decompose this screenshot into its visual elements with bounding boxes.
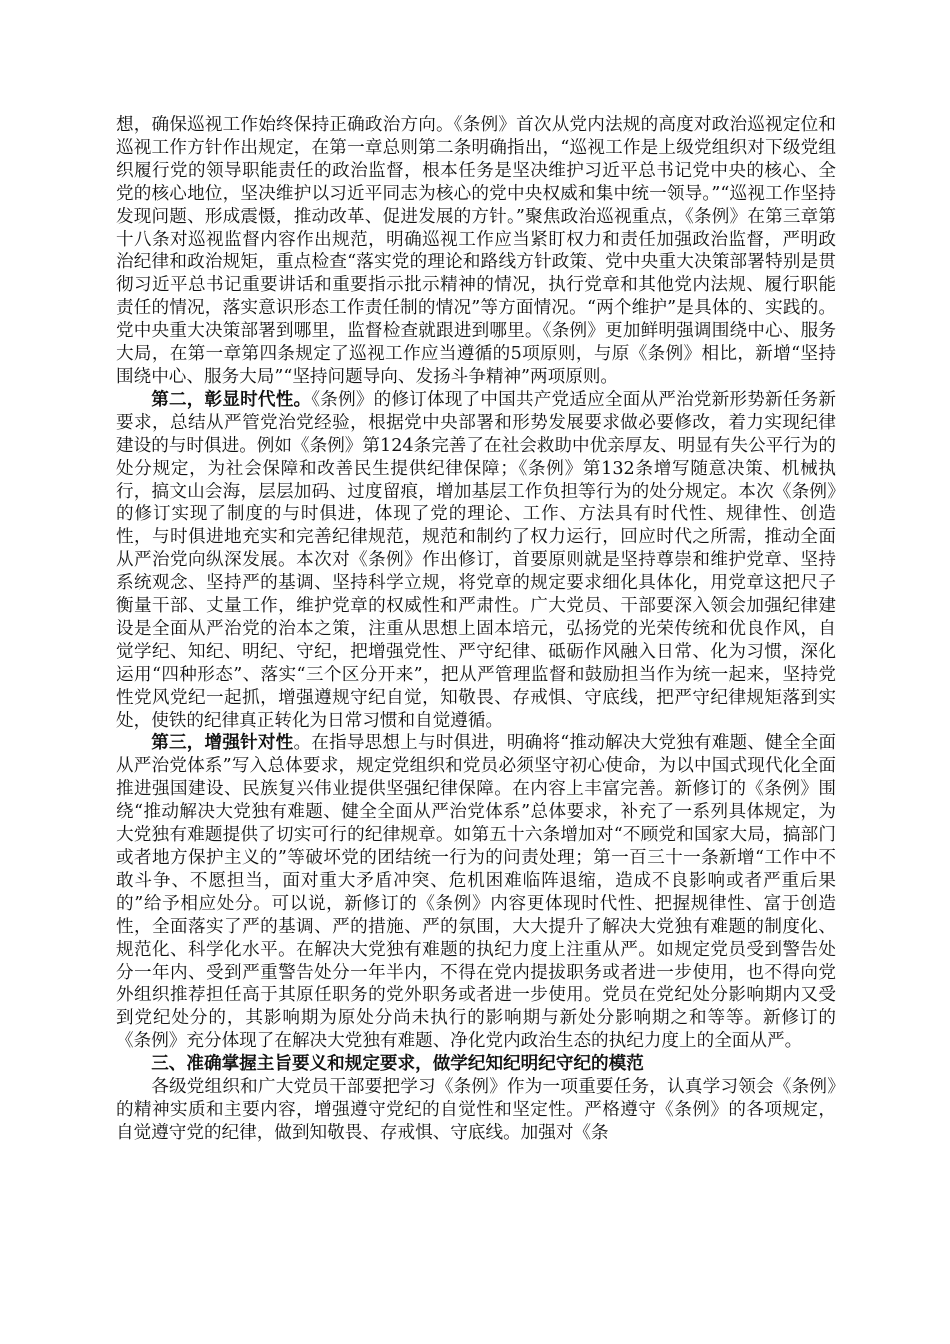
point-three-body: 。在指导思想上与时俱进，明确将“推动解决大党独有难题、健全全面从严治党体系”写入总体要求，规定党组织和党员必须坚守初心使命，为以中国式现代化全面推进强国建设、民族复兴伟业提供坚强纪律保障。在内容上丰富完善。新修订的《条例》围绕“推动解决大党独有难题、健全全面从严治党体系”总体要求，补充了一系列具体规定，为大党独有难题提供了切实可行的纪律规章。如第五十六条增加对“不顾党和国家大局，搞部门或者地方保护主义的”等破坏党的团结统一行为的问责处理；第一百三十一条新增“工作中不敢斗争、不愿担当，面对重大矛盾冲突、危机困难临阵退缩，造成不良影响或者严重后果的”给予相应处分。可以说，新修订的《条例》内容更体现时代性、把握规律性、富于创造性，全面落实了严的基调、严的措施、严的氛围，大大提升了解决大党独有难题的制度化、规范化、科学化水平。在解决大党独有难题的执纪力度上注重从严。如规定党员受到警告处分一年内、受到严重警告处分一年半内，不得在党内提拔职务或者进一步使用，也不得向党外组织推荐担任高于其原任职务的党外职务或者进一步使用。党员在党纪处分影响期内又受到党纪处分的，其影响期为原处分尚未执行的影响期与新处分影响期之和等等。新修订的《条例》充分体现了在解决大党独有难题、净化党内政治生态的执纪力度上的全面从严。 [116, 733, 836, 1052]
point-two-lead: 第二，彰显时代性。 [151, 389, 312, 410]
paragraph-third-point [116, 732, 836, 1053]
point-two-body: 《条例》的修订体现了中国共产党适应全面从严治党新形势新任务新要求，总结从严管党治党经验，根据党中央部署和形势发展要求做必要修改，着力实现纪律建设的与时俱进。例如《条例》第124条完善了在社会救助中优亲厚友、明显有失公平行为的处分规定，为社会保障和改善民生提供纪律保障；《条例》第132条增写随意决策、机械执行，搞文山会海，层层加码、过度留痕，增加基层工作负担等行为的处分规定。本次《条例》的修订实现了制度的与时俱进，体现了党的理论、工作、方法具有时代性、规律性、创造性，与时俱进地充实和完善纪律规范，规范和制约了权力运行，回应时代之所需，推动全面从严治党向纵深发展。本次对《条例》作出修订，首要原则就是坚持尊崇和维护党章、坚持系统观念、坚持严的基调、坚持科学立规，将党章的规定要求细化具体化，用党章这把尺子衡量干部、丈量工作，维护党章的权威性和严肃性。广大党员、干部要深入领会加强纪律建设是全面从严治党的治本之策，注重从思想上固本培元，弘扬党的光荣传统和优良作风，自觉学纪、知纪、明纪、守纪，把增强党性、严守纪律、砥砺作风融入日常、化为习惯，深化运用“四种形态”、落实“三个区分开来”，把从严管理监督和鼓励担当作为统一起来，坚持党性党风党纪一起抓，增强遵规守纪自觉，知敬畏、存戒惧、守底线，把严守纪律规矩落到实处，使铁的纪律真正转化为日常习惯和自觉遵循。 [116, 389, 836, 731]
paragraph-political-inspection: 想，确保巡视工作始终保持正确政治方向。《条例》首次从党内法规的高度对政治巡视定位和巡视工作方针作出规定，在第一章总则第二条明确指出，“巡视工作是上级党组织对下级党组织履行党的领导职能责任的政治监督，根本任务是坚决维护习近平总书记党中央的核心、全党的核心地位，坚决维护以习近平同志为核心的党中央权威和集中统一领导。”“巡视工作坚持发现问题、形成震慑，推动改革、促进发展的方针。”聚焦政治巡视重点，《条例》在第三章第十八条对巡视监督内容作出规范，明确巡视工作应当紧盯权力和责任加强政治监督，严明政治纪律和政治规矩，重点检查“落实党的理论和路线方针政策、党中央重大决策部署特别是贯彻习近平总书记重要讲话和重要指示批示精神的情况，执行党章和其他党内法规、履行职能责任的情况，落实意识形态工作责任制的情况”等方面情况。“两个维护”是具体的、实践的。党中央重大决策部署到哪里，监督检查就跟进到哪里。《条例》更加鲜明强调围绕中心、服务大局，在第一章第四条规定了巡视工作应当遵循的5项原则，与原《条例》相比，新增“坚持围绕中心、服务大局”“坚持问题导向、发扬斗争精神”两项原则。 [116, 115, 836, 387]
paragraph-second-point [116, 389, 836, 733]
section-heading-three: 三、准确掌握主旨要义和规定要求，做学纪知纪明纪守纪的模范 [151, 1054, 644, 1075]
point-three-lead: 第三，增强针对性 [151, 733, 294, 754]
document-page [116, 114, 836, 1145]
paragraph-study-regulations: 各级党组织和广大党员干部要把学习《条例》作为一项重要任务，认真学习领会《条例》的精神实质和主要内容，增强遵守党纪的自觉性和坚定性。严格遵守《条例》的各项规定，自觉遵守党的纪律，做到知敬畏、存戒惧、守底线。加强对《条 [116, 1077, 836, 1143]
